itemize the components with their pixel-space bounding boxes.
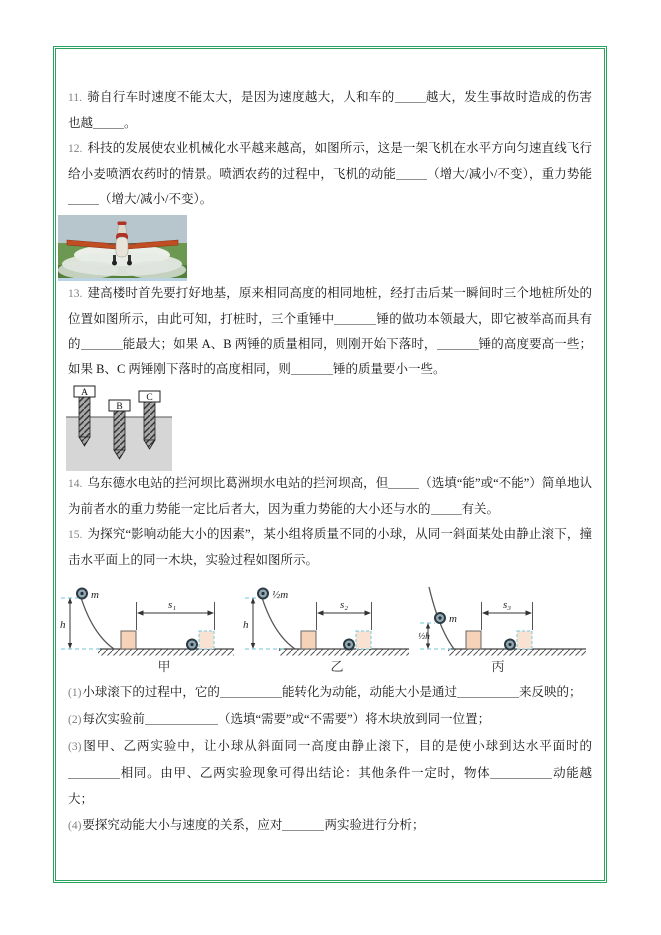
distance-label: s₁	[167, 599, 177, 611]
answer-blank	[93, 116, 124, 129]
ground-hatching	[98, 650, 234, 656]
question-15	[68, 522, 592, 573]
answer-blank	[282, 818, 324, 831]
answer-blank	[388, 476, 419, 489]
question-14-number: 14.	[68, 478, 83, 490]
wood-block-end-ghost	[517, 631, 532, 649]
sub-question-4-number: (4)	[68, 820, 82, 832]
question-11-number: 11.	[68, 92, 82, 104]
stake-c-label: C	[146, 393, 153, 403]
answer-blank	[334, 312, 376, 325]
answer-blank	[457, 685, 519, 698]
question-15-text: 为探究“影响动能大小的因素”，某小组将质量不同的小球，从同一斜面某处由静止滚下，撞击水平面上的同一木块，实验过程如图所示。	[68, 527, 592, 567]
question-14-text: 乌东德水电站的拦河坝比葛洲坝水电站的拦河坝高，但 （选填“能”或“不能”）简单地认为前者水的重力势能一定比后者大，因为重力势能的大小还与水的 有关。	[68, 476, 592, 516]
ball-mass-label: m	[449, 613, 457, 625]
question-15-number: 15.	[68, 529, 83, 541]
sub-question-3-text: 图甲、乙两实验中，让小球从斜面同一高度由静止滚下，目的是使小球到达水平面时的相同。由甲、乙两实验现象可得出结论：其他条件一定时，物体 动能越大；	[68, 739, 592, 806]
question-13-number: 13.	[68, 288, 83, 300]
wood-block-end-ghost	[356, 631, 371, 649]
experiment-diagram-yi	[243, 585, 413, 673]
experiment-diagrams-row	[58, 585, 592, 673]
question-12-number: 12.	[68, 143, 83, 155]
panel-caption: 甲	[157, 659, 171, 673]
stake-a-label: A	[81, 388, 88, 398]
question-14	[68, 471, 592, 522]
experiment-diagram-jia	[58, 585, 238, 673]
answer-blank	[68, 192, 99, 205]
answer-blank	[437, 337, 479, 350]
answer-blank	[396, 167, 427, 180]
wood-block-start	[301, 631, 316, 649]
question-11-text: 骑自行车时速度不能太大，是因为速度越大，人和车的 越大，发生事故时造成的伤害也越 。	[68, 90, 592, 130]
stake-a	[79, 397, 90, 437]
crop-duster-photo	[58, 215, 187, 281]
question-12-text: 科技的发展使农业机械化水平越来越高，如图所示，这是一架飞机在水平方向匀速直线飞行给小麦喷洒农药时的情景。喷洒农药的过程中，飞机的动能 （增大/减小/不变），重力势能（增大/减小/不变）。	[68, 141, 592, 206]
answer-blank	[220, 685, 282, 698]
pile-driving-diagram	[66, 385, 592, 471]
sub-question-4-text: 要探究动能大小与速度的关系，应对 两实验进行分析；	[82, 818, 425, 832]
answer-blank	[431, 502, 462, 515]
wood-block-start	[466, 631, 481, 649]
right-wheel	[127, 261, 132, 266]
answer-blank	[291, 362, 333, 375]
ball-mass-label: m	[91, 589, 99, 601]
crop-duster-photo-graphic	[58, 215, 187, 281]
stake-b	[114, 411, 125, 450]
stake-b-label: B	[116, 402, 123, 412]
pile-driving-diagram-graphic	[66, 385, 172, 471]
sub-question-2-number: (2)	[68, 714, 82, 726]
answer-blank	[490, 766, 552, 779]
distance-label: s₃	[502, 599, 512, 611]
sub-question-4	[68, 812, 592, 839]
sub-question-1-number: (1)	[68, 687, 82, 699]
ground-hatching	[448, 650, 586, 656]
distance-label: s₂	[339, 599, 349, 611]
sub-question-2	[68, 706, 592, 733]
wood-block-start	[121, 631, 136, 649]
wood-block-end-ghost	[199, 631, 214, 649]
ground-hatching	[279, 650, 409, 656]
answer-blank	[81, 337, 123, 350]
question-12	[68, 136, 592, 212]
height-label: h	[60, 619, 66, 631]
question-13-text: 建高楼时首先要打好地基，原来相同高度的相同地桩，经打击后某一瞬间时三个地桩所处的位置如图所示，由此可知，打桩时，三个重锤中 锤的做功本领最大，即它被举高而具有的 能最大；如果 A、B 两锤的质量相同，则刚开始下落时， 锤的高度要高一些；如果 B、C 两锤刚下落时的高度相同，则 锤的质量要小一些。	[68, 286, 592, 376]
answer-blank	[395, 90, 426, 103]
experiment-diagram-bing	[418, 585, 590, 673]
answer-blank	[68, 766, 120, 779]
sub-question-3	[68, 733, 592, 812]
question-13	[68, 281, 592, 382]
ball-mass-label: ½m	[272, 589, 289, 601]
height-label: ½h	[418, 632, 430, 642]
panel-caption: 丙	[491, 659, 505, 673]
sub-question-2-text: 每次实验前 （选填“需要”或“不需要”）将木块放到同一位置；	[82, 712, 491, 726]
worksheet-page-frame	[53, 46, 607, 883]
sub-question-1-text: 小球滚下的过程中，它的 能转化为动能，动能大小是通过 来反映的；	[82, 685, 582, 699]
question-11	[68, 85, 592, 136]
sub-question-3-number: (3)	[68, 741, 82, 753]
stake-c	[144, 402, 155, 440]
answer-blank	[145, 712, 218, 725]
sub-questions	[68, 679, 592, 839]
panel-caption: 乙	[330, 659, 344, 673]
left-wheel	[112, 261, 117, 266]
sub-question-1	[68, 679, 592, 706]
height-label: h	[243, 619, 249, 631]
fuselage	[116, 237, 128, 257]
